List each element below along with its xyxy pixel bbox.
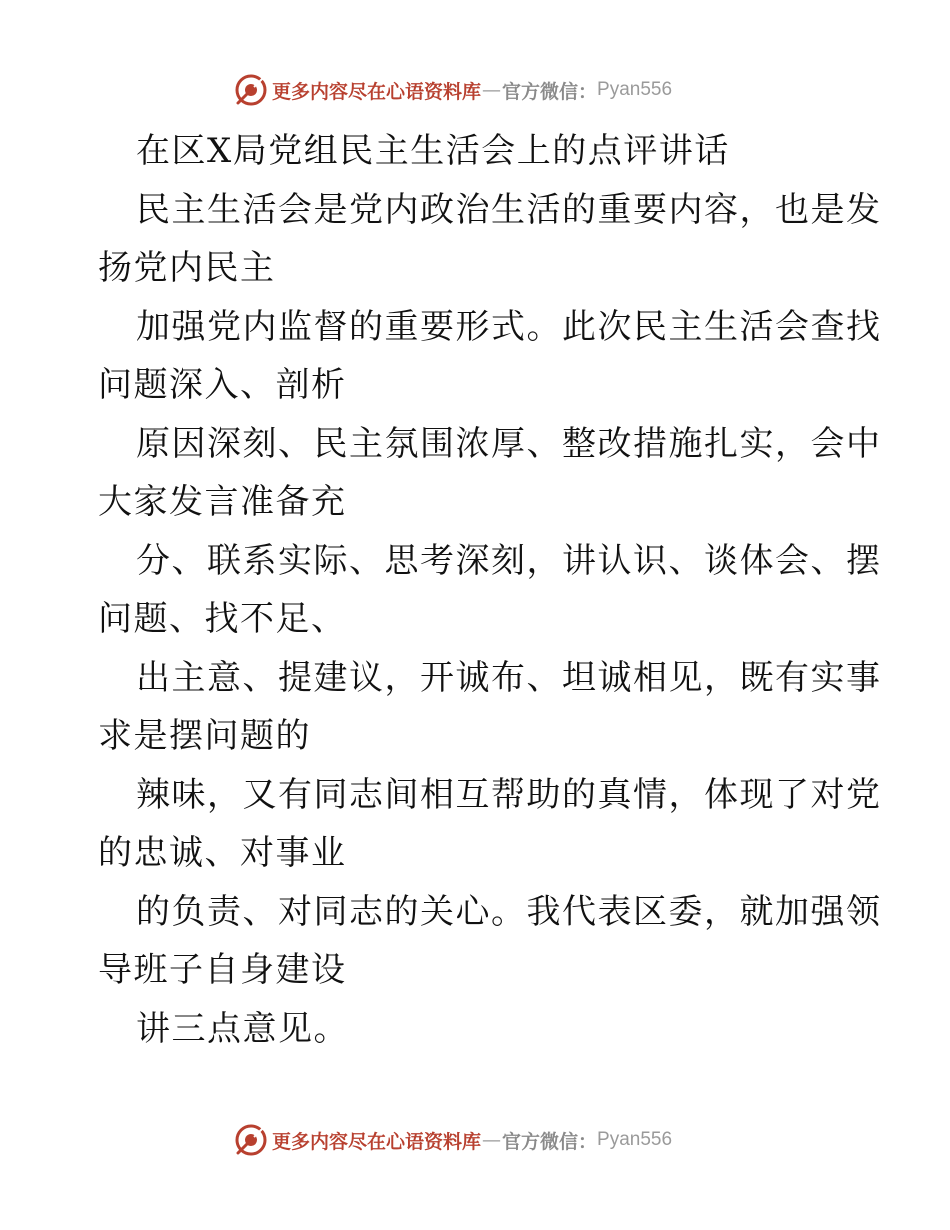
watermark-wechat-id: Pyan556	[597, 1129, 673, 1150]
text-line: 导班子自身建设	[98, 950, 347, 990]
text-line: 民主生活会是党内政治生活的重要内容，也是发	[136, 189, 882, 230]
text-line: 分、联系实际、思考深刻，讲认识、谈体会、摆	[136, 540, 882, 581]
watermark-wechat-label: 官方微信：	[502, 80, 598, 103]
document-body	[98, 122, 882, 1058]
text-line: 加强党内监督的重要形式。此次民主生活会查找	[136, 306, 882, 347]
text-line: 出主意、提建议，开诚布、坦诚相见，既有实事	[136, 657, 882, 698]
text-line: 大家发言准备充	[98, 482, 347, 522]
text-line: 的负责、对同志的关心。我代表区委，就加强领	[136, 891, 882, 932]
text-line: 原因深刻、民主氛围浓厚、整改措施扎实，会中	[136, 423, 882, 464]
watermark-dash: —	[482, 79, 502, 101]
text-line: 的忠诚、对事业	[98, 833, 347, 873]
watermark-wechat-id: Pyan556	[597, 79, 673, 100]
quill-circle-icon	[234, 1123, 268, 1157]
watermark-wechat-label: 官方微信：	[502, 1130, 598, 1153]
text-line: 问题、找不足、	[98, 599, 347, 639]
header-watermark	[234, 72, 672, 108]
quill-circle-icon	[234, 73, 268, 107]
text-line: 求是摆问题的	[98, 716, 311, 756]
text-line: 问题深入、剖析	[98, 365, 347, 405]
text-line: 讲三点意见。	[136, 1008, 349, 1049]
text-line: 辣味，又有同志间相互帮助的真情，体现了对党	[136, 774, 882, 815]
document-title: 在区X局党组民主生活会上的点评讲话	[136, 131, 730, 171]
watermark-text: 更多内容尽在心语资料库	[272, 80, 482, 103]
watermark-dash: —	[482, 1129, 502, 1151]
footer-watermark	[234, 1122, 672, 1158]
watermark-text: 更多内容尽在心语资料库	[272, 1130, 482, 1153]
text-line: 扬党内民主	[98, 248, 276, 288]
